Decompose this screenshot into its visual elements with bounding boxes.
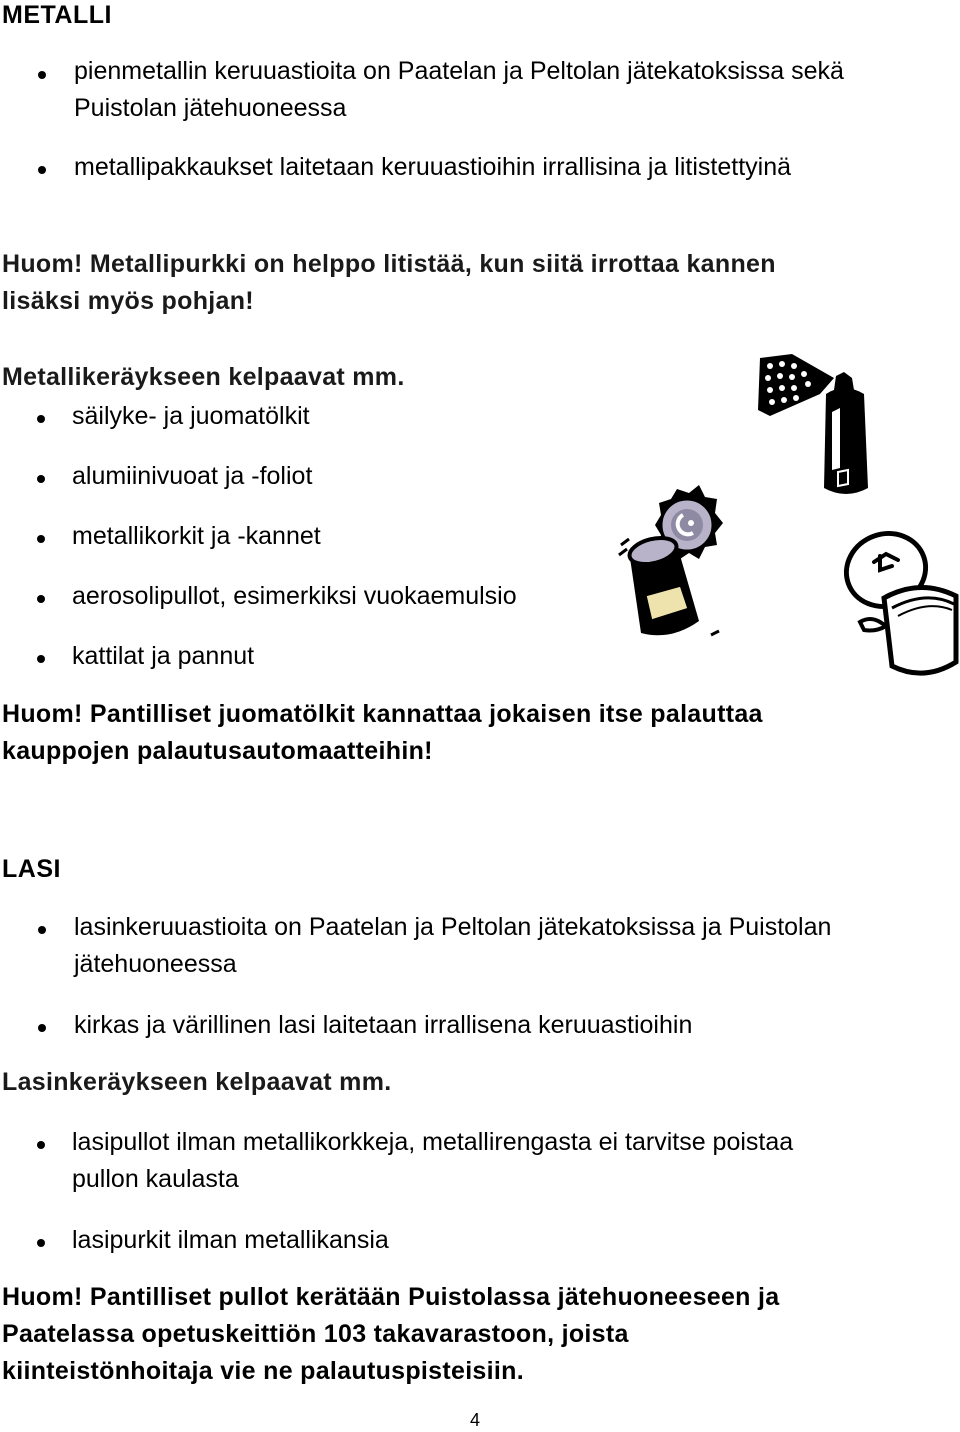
bullet-icon bbox=[38, 71, 46, 79]
accepted-item: säilyke- ja juomatölkit bbox=[72, 402, 310, 430]
bullet-line: jätehuoneessa bbox=[74, 950, 237, 978]
bullet-icon bbox=[37, 1141, 45, 1149]
bullet-line: kirkas ja värillinen lasi laitetaan irrallisena keruuastioihin bbox=[74, 1011, 693, 1039]
note-line: kauppojen palautusautomaatteihin! bbox=[2, 737, 433, 765]
cooking-pot-icon bbox=[840, 526, 960, 686]
accepted-item: aerosolipullot, esimerkiksi vuokaemulsio bbox=[72, 582, 517, 610]
section-heading-lasi: LASI bbox=[2, 855, 61, 883]
note-line: lisäksi myös pohjan! bbox=[2, 287, 254, 315]
note-line: Huom! Pantilliset juomatölkit kannattaa jokaisen itse palauttaa bbox=[2, 700, 763, 728]
accepted-item: alumiinivuoat ja -foliot bbox=[72, 462, 313, 490]
bullet-icon bbox=[37, 415, 45, 423]
aerosol-can-icon bbox=[812, 372, 882, 502]
accepted-item: kattilat ja pannut bbox=[72, 642, 255, 670]
accepted-item: lasipurkit ilman metallikansia bbox=[72, 1226, 389, 1254]
accepted-item: pullon kaulasta bbox=[72, 1165, 239, 1193]
accepted-item: metallikorkit ja -kannet bbox=[72, 522, 321, 550]
bullet-icon bbox=[37, 1239, 45, 1247]
bullet-icon bbox=[37, 595, 45, 603]
note-line: Huom! Metallipurkki on helppo litistää, kun siitä irrottaa kannen bbox=[2, 250, 776, 278]
bullet-line: lasinkeruuastioita on Paatelan ja Peltolan jätekatoksissa ja Puistolan bbox=[74, 913, 832, 941]
bullet-line: pienmetallin keruuastioita on Paatelan ja Peltolan jätekatoksissa sekä bbox=[74, 57, 844, 85]
bullet-icon bbox=[37, 655, 45, 663]
bullet-icon bbox=[38, 166, 46, 174]
note-line: Huom! Pantilliset pullot kerätään Puistolassa jätehuoneeseen ja bbox=[2, 1283, 780, 1311]
note-line: kiinteistönhoitaja vie ne palautuspisteisiin. bbox=[2, 1357, 524, 1385]
accepted-heading-metalli: Metallikeräykseen kelpaavat mm. bbox=[2, 363, 405, 391]
bullet-icon bbox=[37, 535, 45, 543]
bullet-icon bbox=[38, 1024, 46, 1032]
note-line: Paatelassa opetuskeittiön 103 takavarastoon, joista bbox=[2, 1320, 629, 1348]
accepted-item: lasipullot ilman metallikorkkeja, metallirengasta ei tarvitse poistaa bbox=[72, 1128, 794, 1156]
bullet-icon bbox=[37, 475, 45, 483]
bullet-line: Puistolan jätehuoneessa bbox=[74, 94, 347, 122]
page-number: 4 bbox=[470, 1410, 481, 1430]
bullet-icon bbox=[38, 926, 46, 934]
bullet-line: metallipakkaukset laitetaan keruuastioihin irrallisina ja litistettyinä bbox=[74, 153, 792, 181]
section-heading-metalli: METALLI bbox=[2, 1, 112, 29]
tin-can-icon bbox=[615, 485, 735, 645]
accepted-heading-lasi: Lasinkeräykseen kelpaavat mm. bbox=[2, 1068, 392, 1096]
